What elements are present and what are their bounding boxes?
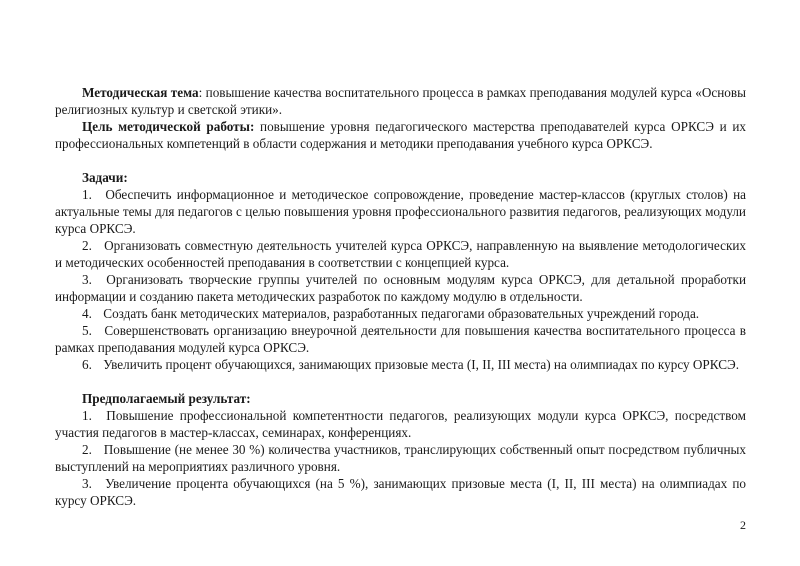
result-item <box>55 475 746 509</box>
task-number: 6. <box>82 357 92 372</box>
methodical-theme-paragraph <box>55 84 746 118</box>
task-item <box>55 322 746 356</box>
task-text: Организовать совместную деятельность учителей курса ОРКСЭ, направленную на выявление методологических и методических особенностей преподавания в соответствии с концепцией курса. <box>55 238 747 270</box>
methodical-goal-label: Цель методической работы: <box>82 119 255 134</box>
task-text: Организовать творческие группы учителей по основным модулям курса ОРКСЭ, для детальной проработки информации и созданию пакета методических разработок по каждому модулю в отдельности. <box>55 272 747 304</box>
result-text: Увеличение процента обучающихся (на 5 %), занимающих призовые места (I, II, III места) на олимпиадах по курсу ОРКСЭ. <box>55 476 746 508</box>
task-text: Совершенствовать организацию внеурочной деятельности для повышения качества воспитательного процесса в рамках преподавания модулей курса ОРКСЭ. <box>55 323 747 355</box>
result-number: 2. <box>82 442 92 457</box>
page-number: 2 <box>740 518 746 532</box>
task-number: 4. <box>82 306 92 321</box>
task-number: 2. <box>82 238 92 253</box>
task-text: Создать банк методических материалов, разработанных педагогами образовательных учреждений города. <box>103 306 700 321</box>
methodical-theme-label: Методическая тема <box>82 85 199 100</box>
task-number: 1. <box>82 187 92 202</box>
task-text: Обеспечить информационное и методическое сопровождение, проведение мастер-классов (круглых столов) на актуальные темы для педагогов с целью повышения уровня профессионального развития педагогов, реализующих модули курса ОРКСЭ. <box>55 187 746 236</box>
result-item <box>55 441 746 475</box>
result-text: Повышение (не менее 30 %) количества участников, транслирующих собственный опыт посредством публичных выступлений на мероприятиях различного уровня. <box>55 442 746 474</box>
tasks-heading-text: Задачи: <box>82 170 128 185</box>
result-number: 1. <box>82 408 92 423</box>
methodical-goal-text: повышение уровня педагогического мастерства преподавателей курса ОРКСЭ и их профессиональных компетенций в области содержания и методики преподавания учебного курса ОРКСЭ. <box>55 119 746 151</box>
document-page <box>55 84 746 509</box>
task-item <box>55 186 746 237</box>
tasks-heading <box>55 169 746 186</box>
result-number: 3. <box>82 476 92 491</box>
task-item <box>55 356 746 373</box>
task-number: 3. <box>82 272 92 287</box>
task-item <box>55 305 746 322</box>
result-text: Повышение профессиональной компетентности педагогов, реализующих модули курса ОРКСЭ, посредством участия педагогов в мастер-классах, семинарах, конференциях. <box>55 408 746 440</box>
spacer <box>55 373 746 390</box>
results-heading-text: Предполагаемый результат: <box>82 391 251 406</box>
task-item <box>55 237 746 271</box>
task-text: Увеличить процент обучающихся, занимающих призовые места (I, II, III места) на олимпиадах по курсу ОРКСЭ. <box>103 357 740 372</box>
task-item <box>55 271 746 305</box>
methodical-theme-text: : повышение качества воспитательного процесса в рамках преподавания модулей курса «Основы религиозных культур и светской этики». <box>55 85 746 117</box>
methodical-goal-paragraph <box>55 118 746 152</box>
task-number: 5. <box>82 323 92 338</box>
spacer <box>55 152 746 169</box>
result-item <box>55 407 746 441</box>
results-heading <box>55 390 746 407</box>
